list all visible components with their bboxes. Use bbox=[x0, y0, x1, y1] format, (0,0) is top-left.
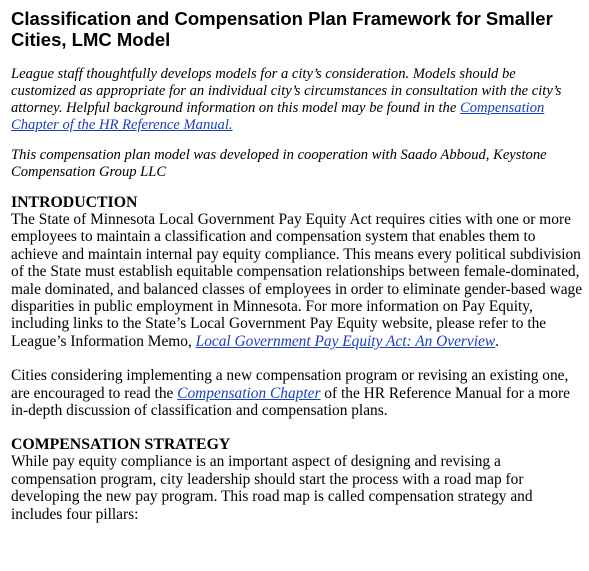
compensation-chapter-link[interactable]: Compensation Chapter bbox=[177, 384, 321, 402]
disclaimer-text: League staff thoughtfully develops models for a city’s consideration. Models should be customized as appropriate for an individual city’s circumstances in consultation with the city’s attorney. Helpful background information on this model may be found in the bbox=[11, 66, 562, 116]
document-title: Classification and Compensation Plan Framework for Smaller Cities, LMC Model bbox=[11, 8, 553, 50]
compensation-strategy-heading: COMPENSATION STRATEGY bbox=[11, 436, 231, 454]
compensation-strategy-paragraph: While pay equity compliance is an important aspect of designing and revising a compensation program, city leadership should start the process with a road map for developing the new pay program. This road map is called compensation strategy and includes four pillars: bbox=[11, 453, 533, 523]
pay-equity-act-overview-link[interactable]: Local Government Pay Equity Act: An Overview bbox=[195, 332, 496, 350]
pay-equity-trailing-text: . bbox=[495, 332, 499, 350]
introduction-heading: INTRODUCTION bbox=[11, 194, 138, 211]
compensation-program-text: Cities considering implementing a new compensation program or revising an existing one, are encouraged to read the bbox=[11, 367, 569, 402]
cooperation-note: This compensation plan model was developed in cooperation with Saado Abboud, Keystone Compensation Group LLC bbox=[11, 147, 547, 180]
introduction-paragraph-compensation-program bbox=[11, 367, 583, 419]
compensation-chapter-hr-manual-link[interactable]: Compensation Chapter of the HR Reference Manual. bbox=[11, 100, 545, 133]
document-page bbox=[11, 8, 583, 523]
model-disclaimer-note bbox=[11, 66, 583, 134]
introduction-paragraph-pay-equity bbox=[11, 211, 583, 350]
compensation-program-trailing-text: of the HR Reference Manual for a more in-depth discussion of classification and compensation plans. bbox=[11, 384, 571, 420]
pay-equity-text: The State of Minnesota Local Government Pay Equity Act requires cities with one or more employees to maintain a classification and compensation system that enables them to achieve and maintain internal pay equity compliance. This means every political subdivision of the State must establish equitable compensation relationships between female-dominated, male dominated, and balanced classes of employees in order to eliminate gender-based wage disparities in public employment in Minnesota. For more information on Pay Equity, including links to the State’s Local Government Pay Equity website, please refer to the League’s Information Memo, bbox=[11, 211, 583, 350]
